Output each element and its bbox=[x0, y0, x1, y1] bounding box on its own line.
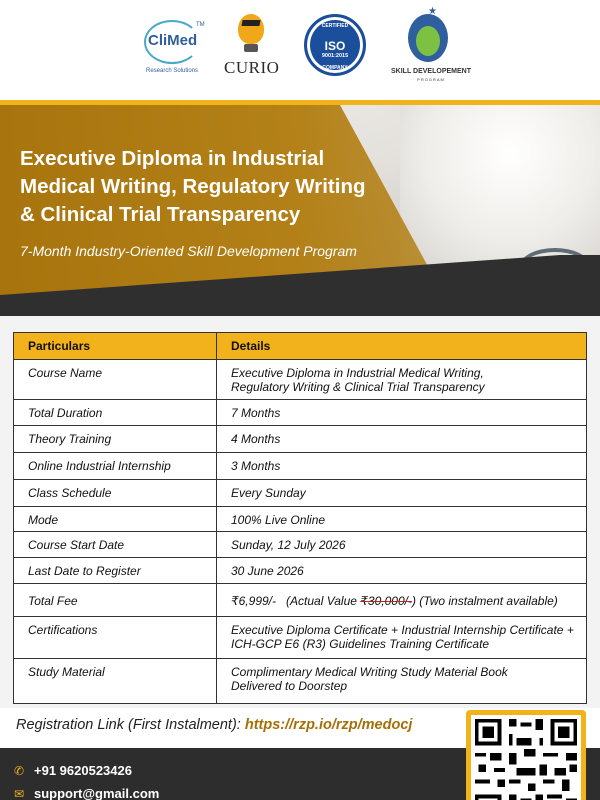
table-row bbox=[14, 453, 587, 480]
row-label: Course Start Date bbox=[14, 532, 217, 558]
row-value: 7 Months bbox=[217, 400, 587, 426]
phone-icon: ✆ bbox=[14, 763, 25, 778]
skill-development-logo bbox=[386, 6, 476, 86]
row-value-line: Executive Diploma Certificate + Industrial Internship Certificate + bbox=[231, 623, 574, 637]
iso-badge-standard: 9001:2015 bbox=[321, 53, 349, 59]
table-header-particulars: Particulars bbox=[14, 333, 217, 360]
skill-development-label: SKILL DEVELOPEMENT bbox=[391, 68, 471, 75]
table-row bbox=[14, 400, 587, 426]
table-row bbox=[14, 584, 587, 617]
table-row bbox=[14, 617, 587, 659]
lightbulb-base bbox=[244, 44, 258, 52]
row-label: Total Fee bbox=[14, 584, 217, 617]
qr-code-pattern bbox=[471, 715, 581, 800]
fee-actual-value: ₹30,000/- bbox=[360, 594, 412, 608]
fee-actual-suffix: ) (Two instalment available) bbox=[411, 594, 558, 608]
registration-text bbox=[16, 717, 412, 733]
table-header-details: Details bbox=[217, 333, 587, 360]
table-header-row bbox=[14, 333, 587, 360]
phone-number: +91 9620523426 bbox=[34, 763, 132, 778]
row-value-line: ICH-GCP E6 (R3) Guidelines Training Certificate bbox=[231, 637, 490, 651]
row-label: Class Schedule bbox=[14, 480, 217, 507]
fee-actual-prefix: (Actual Value bbox=[286, 594, 361, 608]
iso-badge-bottom: COMPANY bbox=[322, 65, 348, 71]
row-value: 100% Live Online bbox=[217, 507, 587, 532]
row-value: 30 June 2026 bbox=[217, 558, 587, 584]
row-label: Total Duration bbox=[14, 400, 217, 426]
person-figure-icon bbox=[416, 26, 440, 56]
row-value-line: Delivered to Doorstep bbox=[231, 679, 348, 693]
fee-actual-value-strikethrough bbox=[360, 594, 412, 608]
registration-label: Registration Link (First Instalment): bbox=[16, 717, 245, 733]
climed-logo-name: CliMed bbox=[148, 32, 198, 49]
climed-logo-sub: Research Solutions bbox=[146, 68, 199, 74]
lightbulb-icon bbox=[238, 14, 264, 44]
curio-logo-name: CURIO bbox=[224, 58, 280, 77]
row-value: Every Sunday bbox=[217, 480, 587, 507]
contact-email[interactable] bbox=[14, 786, 159, 800]
table-row bbox=[14, 480, 587, 507]
iso-badge-top: CERTIFIED bbox=[321, 23, 349, 29]
contact-phone[interactable] bbox=[14, 763, 132, 778]
page-subtitle: 7-Month Industry-Oriented Skill Development Program bbox=[20, 243, 357, 259]
row-value bbox=[217, 360, 587, 400]
curio-logo bbox=[222, 14, 282, 80]
iso-certified-badge bbox=[304, 14, 366, 76]
row-value-line: Complimentary Medical Writing Study Material Book bbox=[231, 665, 508, 679]
table-row bbox=[14, 360, 587, 400]
mail-icon: ✉ bbox=[14, 786, 25, 800]
row-value: 4 Months bbox=[217, 426, 587, 453]
graduation-cap-icon bbox=[241, 20, 260, 26]
qr-code[interactable] bbox=[466, 710, 586, 800]
row-value: Sunday, 12 July 2026 bbox=[217, 532, 587, 558]
row-label: Theory Training bbox=[14, 426, 217, 453]
iso-badge-title: ISO bbox=[324, 39, 346, 53]
table-row bbox=[14, 532, 587, 558]
row-value bbox=[217, 659, 587, 704]
course-details-section bbox=[0, 316, 600, 708]
row-value-line: Executive Diploma in Industrial Medical Writing, bbox=[231, 366, 484, 380]
row-label: Online Industrial Internship bbox=[14, 453, 217, 480]
table-row bbox=[14, 659, 587, 704]
row-value-line: Regulatory Writing & Clinical Trial Transparency bbox=[231, 380, 485, 394]
hero-photo-lab-coat bbox=[400, 105, 600, 265]
course-details-table bbox=[13, 332, 587, 704]
hero-banner bbox=[0, 100, 600, 316]
table-row bbox=[14, 507, 587, 532]
table-row bbox=[14, 558, 587, 584]
star-icon: ★ bbox=[428, 6, 437, 17]
row-label: Mode bbox=[14, 507, 217, 532]
email-address: support@gmail.com bbox=[34, 786, 160, 800]
row-label: Certifications bbox=[14, 617, 217, 659]
registration-link[interactable]: https://rzp.io/rzp/medocj bbox=[244, 717, 413, 733]
row-label: Course Name bbox=[14, 360, 217, 400]
page-title: Executive Diploma in Industrial Medical Writing, Regulatory Writing & Clinical Trial Transparency bbox=[20, 147, 366, 226]
logo-bar bbox=[0, 0, 600, 100]
row-value: 3 Months bbox=[217, 453, 587, 480]
row-value-fee bbox=[217, 584, 587, 617]
row-label: Last Date to Register bbox=[14, 558, 217, 584]
table-row bbox=[14, 426, 587, 453]
skill-development-sublabel: PROGRAM bbox=[417, 77, 445, 82]
row-label: Study Material bbox=[14, 659, 217, 704]
row-value bbox=[217, 617, 587, 659]
climed-logo-tm: TM bbox=[196, 22, 205, 28]
climed-logo bbox=[140, 18, 210, 78]
fee-amount: ₹6,999/- bbox=[231, 594, 276, 608]
